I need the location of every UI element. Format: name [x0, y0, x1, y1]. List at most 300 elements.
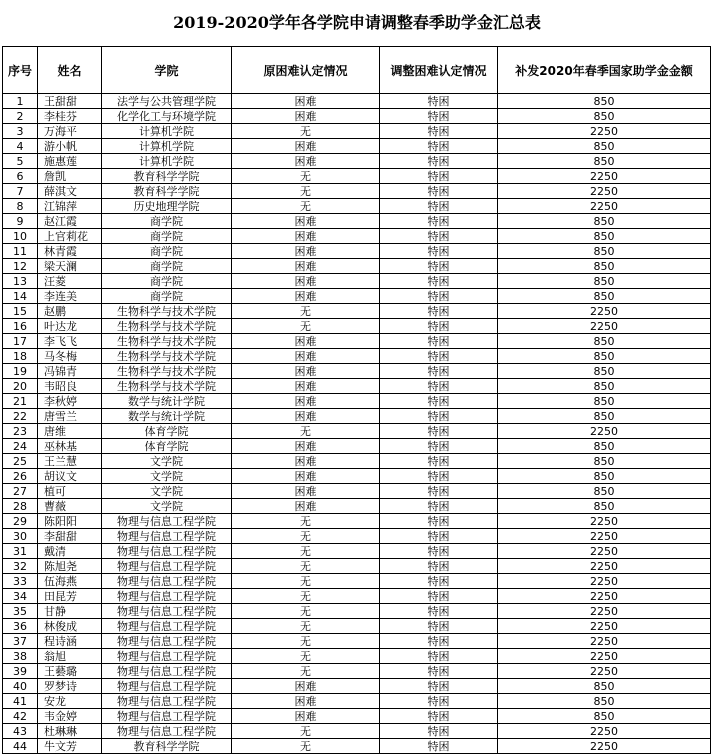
cell-name: 林俊成 — [38, 619, 102, 634]
cell-amount: 2250 — [498, 604, 711, 619]
cell-index: 22 — [3, 409, 38, 424]
table-row — [3, 529, 711, 544]
cell-adjusted-status: 特困 — [380, 514, 498, 529]
cell-adjusted-status: 特困 — [380, 94, 498, 109]
cell-name: 施惠莲 — [38, 154, 102, 169]
cell-name: 唐维 — [38, 424, 102, 439]
table-row — [3, 274, 711, 289]
cell-name: 陈旭尧 — [38, 559, 102, 574]
header-name: 姓名 — [38, 47, 102, 94]
cell-index: 24 — [3, 439, 38, 454]
cell-adjusted-status: 特困 — [380, 109, 498, 124]
cell-name: 杜琳琳 — [38, 724, 102, 739]
cell-amount: 850 — [498, 454, 711, 469]
table-row — [3, 574, 711, 589]
table-row — [3, 109, 711, 124]
cell-index: 14 — [3, 289, 38, 304]
cell-college: 物理与信息工程学院 — [102, 664, 232, 679]
table-row — [3, 139, 711, 154]
cell-adjusted-status: 特困 — [380, 559, 498, 574]
cell-adjusted-status: 特困 — [380, 334, 498, 349]
table-row — [3, 634, 711, 649]
cell-college: 文学院 — [102, 454, 232, 469]
cell-college: 物理与信息工程学院 — [102, 679, 232, 694]
cell-amount: 850 — [498, 394, 711, 409]
cell-index: 29 — [3, 514, 38, 529]
cell-amount: 850 — [498, 244, 711, 259]
cell-index: 12 — [3, 259, 38, 274]
table-row — [3, 154, 711, 169]
cell-college: 体育学院 — [102, 439, 232, 454]
cell-adjusted-status: 特困 — [380, 154, 498, 169]
table-row — [3, 214, 711, 229]
table-row — [3, 259, 711, 274]
cell-amount: 850 — [498, 349, 711, 364]
cell-original-status: 无 — [232, 739, 380, 754]
cell-index: 18 — [3, 349, 38, 364]
cell-index: 4 — [3, 139, 38, 154]
cell-adjusted-status: 特困 — [380, 574, 498, 589]
cell-name: 伍海燕 — [38, 574, 102, 589]
cell-index: 5 — [3, 154, 38, 169]
cell-original-status: 困难 — [232, 469, 380, 484]
cell-name: 万海平 — [38, 124, 102, 139]
cell-index: 36 — [3, 619, 38, 634]
cell-name: 王藝璐 — [38, 664, 102, 679]
cell-adjusted-status: 特困 — [380, 469, 498, 484]
cell-name: 甘静 — [38, 604, 102, 619]
cell-name: 李秋婷 — [38, 394, 102, 409]
cell-amount: 2250 — [498, 184, 711, 199]
cell-amount: 2250 — [498, 559, 711, 574]
cell-index: 42 — [3, 709, 38, 724]
cell-name: 薛淇文 — [38, 184, 102, 199]
cell-adjusted-status: 特困 — [380, 184, 498, 199]
table-row — [3, 559, 711, 574]
cell-adjusted-status: 特困 — [380, 214, 498, 229]
cell-index: 15 — [3, 304, 38, 319]
cell-original-status: 困难 — [232, 439, 380, 454]
cell-original-status: 无 — [232, 124, 380, 139]
cell-adjusted-status: 特困 — [380, 724, 498, 739]
cell-index: 10 — [3, 229, 38, 244]
cell-adjusted-status: 特困 — [380, 409, 498, 424]
cell-name: 林青霞 — [38, 244, 102, 259]
cell-index: 39 — [3, 664, 38, 679]
cell-original-status: 无 — [232, 169, 380, 184]
cell-college: 生物科学与技术学院 — [102, 334, 232, 349]
cell-index: 28 — [3, 499, 38, 514]
cell-amount: 2250 — [498, 319, 711, 334]
cell-amount: 2250 — [498, 514, 711, 529]
cell-original-status: 无 — [232, 424, 380, 439]
cell-college: 物理与信息工程学院 — [102, 709, 232, 724]
table-row — [3, 184, 711, 199]
cell-index: 34 — [3, 589, 38, 604]
cell-amount: 850 — [498, 709, 711, 724]
cell-college: 教育科学学院 — [102, 169, 232, 184]
cell-adjusted-status: 特困 — [380, 544, 498, 559]
cell-original-status: 无 — [232, 514, 380, 529]
cell-name: 牛文芳 — [38, 739, 102, 754]
cell-name: 植可 — [38, 484, 102, 499]
cell-college: 文学院 — [102, 499, 232, 514]
cell-name: 李桂芬 — [38, 109, 102, 124]
table-row — [3, 679, 711, 694]
cell-index: 8 — [3, 199, 38, 214]
cell-name: 陈阳阳 — [38, 514, 102, 529]
cell-amount: 850 — [498, 679, 711, 694]
cell-amount: 2250 — [498, 739, 711, 754]
cell-amount: 850 — [498, 274, 711, 289]
cell-adjusted-status: 特困 — [380, 319, 498, 334]
table-row — [3, 199, 711, 214]
cell-index: 30 — [3, 529, 38, 544]
table-row — [3, 604, 711, 619]
cell-amount: 2250 — [498, 589, 711, 604]
cell-college: 数学与统计学院 — [102, 409, 232, 424]
cell-college: 历史地理学院 — [102, 199, 232, 214]
cell-index: 43 — [3, 724, 38, 739]
cell-original-status: 困难 — [232, 709, 380, 724]
cell-index: 6 — [3, 169, 38, 184]
cell-index: 2 — [3, 109, 38, 124]
cell-original-status: 无 — [232, 664, 380, 679]
cell-adjusted-status: 特困 — [380, 139, 498, 154]
cell-amount: 850 — [498, 109, 711, 124]
cell-amount: 850 — [498, 289, 711, 304]
cell-name: 王兰慧 — [38, 454, 102, 469]
cell-name: 胡议文 — [38, 469, 102, 484]
cell-adjusted-status: 特困 — [380, 484, 498, 499]
cell-original-status: 无 — [232, 574, 380, 589]
cell-adjusted-status: 特困 — [380, 289, 498, 304]
cell-original-status: 困难 — [232, 244, 380, 259]
table-row — [3, 739, 711, 754]
cell-amount: 850 — [498, 409, 711, 424]
cell-name: 汪菱 — [38, 274, 102, 289]
table-row — [3, 649, 711, 664]
cell-amount: 2250 — [498, 304, 711, 319]
cell-college: 物理与信息工程学院 — [102, 589, 232, 604]
cell-index: 19 — [3, 364, 38, 379]
cell-adjusted-status: 特困 — [380, 529, 498, 544]
table-row — [3, 409, 711, 424]
cell-original-status: 困难 — [232, 289, 380, 304]
cell-adjusted-status: 特困 — [380, 664, 498, 679]
cell-name: 戴清 — [38, 544, 102, 559]
table-row — [3, 124, 711, 139]
cell-adjusted-status: 特困 — [380, 589, 498, 604]
cell-adjusted-status: 特困 — [380, 124, 498, 139]
header-college: 学院 — [102, 47, 232, 94]
cell-original-status: 困难 — [232, 379, 380, 394]
cell-college: 体育学院 — [102, 424, 232, 439]
cell-adjusted-status: 特困 — [380, 604, 498, 619]
table-row — [3, 724, 711, 739]
cell-index: 1 — [3, 94, 38, 109]
cell-index: 11 — [3, 244, 38, 259]
cell-adjusted-status: 特困 — [380, 694, 498, 709]
cell-amount: 2250 — [498, 619, 711, 634]
cell-adjusted-status: 特困 — [380, 619, 498, 634]
cell-index: 40 — [3, 679, 38, 694]
cell-name: 王甜甜 — [38, 94, 102, 109]
cell-name: 罗梦诗 — [38, 679, 102, 694]
cell-index: 23 — [3, 424, 38, 439]
cell-name: 李飞飞 — [38, 334, 102, 349]
cell-index: 31 — [3, 544, 38, 559]
cell-name: 上官莉花 — [38, 229, 102, 244]
cell-index: 17 — [3, 334, 38, 349]
cell-college: 商学院 — [102, 289, 232, 304]
cell-original-status: 无 — [232, 604, 380, 619]
cell-original-status: 困难 — [232, 454, 380, 469]
cell-amount: 850 — [498, 154, 711, 169]
cell-adjusted-status: 特困 — [380, 679, 498, 694]
table-row — [3, 664, 711, 679]
table-row — [3, 304, 711, 319]
cell-original-status: 无 — [232, 199, 380, 214]
cell-original-status: 困难 — [232, 259, 380, 274]
cell-amount: 2250 — [498, 574, 711, 589]
cell-original-status: 无 — [232, 619, 380, 634]
header-adjusted-status: 调整困难认定情况 — [380, 47, 498, 94]
cell-college: 物理与信息工程学院 — [102, 619, 232, 634]
cell-original-status: 无 — [232, 724, 380, 739]
table-row — [3, 454, 711, 469]
table-row — [3, 589, 711, 604]
header-original-status: 原困难认定情况 — [232, 47, 380, 94]
cell-index: 38 — [3, 649, 38, 664]
cell-name: 巫林基 — [38, 439, 102, 454]
cell-college: 生物科学与技术学院 — [102, 349, 232, 364]
cell-original-status: 困难 — [232, 139, 380, 154]
cell-index: 41 — [3, 694, 38, 709]
cell-name: 唐雪兰 — [38, 409, 102, 424]
cell-index: 33 — [3, 574, 38, 589]
cell-original-status: 无 — [232, 304, 380, 319]
cell-original-status: 困难 — [232, 694, 380, 709]
cell-amount: 2250 — [498, 664, 711, 679]
cell-amount: 2250 — [498, 529, 711, 544]
cell-college: 物理与信息工程学院 — [102, 649, 232, 664]
cell-adjusted-status: 特困 — [380, 424, 498, 439]
table-row — [3, 514, 711, 529]
table-row — [3, 244, 711, 259]
cell-original-status: 困难 — [232, 109, 380, 124]
cell-college: 商学院 — [102, 259, 232, 274]
cell-name: 梁天澜 — [38, 259, 102, 274]
aid-summary-table — [2, 46, 711, 754]
cell-name: 程诗涵 — [38, 634, 102, 649]
cell-adjusted-status: 特困 — [380, 379, 498, 394]
cell-name: 叶达龙 — [38, 319, 102, 334]
cell-name: 冯锦青 — [38, 364, 102, 379]
cell-amount: 850 — [498, 259, 711, 274]
table-row — [3, 349, 711, 364]
table-row — [3, 499, 711, 514]
cell-name: 翁旭 — [38, 649, 102, 664]
table-row — [3, 619, 711, 634]
cell-name: 詹凯 — [38, 169, 102, 184]
cell-original-status: 无 — [232, 559, 380, 574]
cell-index: 32 — [3, 559, 38, 574]
table-row — [3, 394, 711, 409]
cell-amount: 850 — [498, 364, 711, 379]
cell-college: 物理与信息工程学院 — [102, 694, 232, 709]
cell-original-status: 困难 — [232, 214, 380, 229]
cell-index: 44 — [3, 739, 38, 754]
cell-college: 物理与信息工程学院 — [102, 724, 232, 739]
cell-college: 教育科学学院 — [102, 739, 232, 754]
cell-original-status: 困难 — [232, 229, 380, 244]
cell-college: 生物科学与技术学院 — [102, 319, 232, 334]
cell-amount: 2250 — [498, 124, 711, 139]
cell-college: 生物科学与技术学院 — [102, 304, 232, 319]
cell-adjusted-status: 特困 — [380, 739, 498, 754]
cell-college: 计算机学院 — [102, 139, 232, 154]
cell-adjusted-status: 特困 — [380, 349, 498, 364]
cell-college: 计算机学院 — [102, 154, 232, 169]
cell-adjusted-status: 特困 — [380, 364, 498, 379]
table-row — [3, 709, 711, 724]
cell-amount: 2250 — [498, 634, 711, 649]
cell-college: 商学院 — [102, 214, 232, 229]
cell-amount: 2250 — [498, 199, 711, 214]
cell-original-status: 无 — [232, 319, 380, 334]
cell-adjusted-status: 特困 — [380, 169, 498, 184]
cell-name: 曹薇 — [38, 499, 102, 514]
cell-adjusted-status: 特困 — [380, 634, 498, 649]
cell-adjusted-status: 特困 — [380, 454, 498, 469]
cell-original-status: 无 — [232, 544, 380, 559]
cell-college: 计算机学院 — [102, 124, 232, 139]
cell-index: 27 — [3, 484, 38, 499]
cell-adjusted-status: 特困 — [380, 274, 498, 289]
header-index: 序号 — [3, 47, 38, 94]
cell-adjusted-status: 特困 — [380, 709, 498, 724]
cell-college: 教育科学学院 — [102, 184, 232, 199]
cell-college: 文学院 — [102, 484, 232, 499]
cell-original-status: 困难 — [232, 499, 380, 514]
cell-adjusted-status: 特困 — [380, 499, 498, 514]
table-row — [3, 469, 711, 484]
table-row — [3, 484, 711, 499]
cell-index: 26 — [3, 469, 38, 484]
cell-original-status: 困难 — [232, 349, 380, 364]
cell-amount: 2250 — [498, 424, 711, 439]
cell-college: 物理与信息工程学院 — [102, 559, 232, 574]
cell-name: 韦金婷 — [38, 709, 102, 724]
cell-index: 21 — [3, 394, 38, 409]
cell-name: 安龙 — [38, 694, 102, 709]
cell-amount: 850 — [498, 229, 711, 244]
cell-original-status: 困难 — [232, 334, 380, 349]
cell-amount: 850 — [498, 334, 711, 349]
cell-original-status: 困难 — [232, 679, 380, 694]
table-row — [3, 94, 711, 109]
cell-index: 7 — [3, 184, 38, 199]
table-body — [3, 94, 711, 754]
cell-index: 13 — [3, 274, 38, 289]
cell-name: 游小帆 — [38, 139, 102, 154]
table-row — [3, 364, 711, 379]
table-title: 2019-2020学年各学院申请调整春季助学金汇总表 — [173, 13, 541, 32]
cell-name: 韦昭良 — [38, 379, 102, 394]
table-row — [3, 424, 711, 439]
cell-adjusted-status: 特困 — [380, 304, 498, 319]
cell-amount: 850 — [498, 214, 711, 229]
cell-original-status: 无 — [232, 634, 380, 649]
cell-college: 物理与信息工程学院 — [102, 529, 232, 544]
table-row — [3, 169, 711, 184]
cell-college: 商学院 — [102, 244, 232, 259]
cell-college: 化学化工与环境学院 — [102, 109, 232, 124]
cell-original-status: 无 — [232, 184, 380, 199]
cell-name: 田昆芳 — [38, 589, 102, 604]
cell-college: 法学与公共管理学院 — [102, 94, 232, 109]
cell-amount: 2250 — [498, 649, 711, 664]
cell-index: 37 — [3, 634, 38, 649]
cell-amount: 2250 — [498, 724, 711, 739]
cell-original-status: 困难 — [232, 484, 380, 499]
cell-college: 物理与信息工程学院 — [102, 514, 232, 529]
cell-index: 16 — [3, 319, 38, 334]
cell-adjusted-status: 特困 — [380, 649, 498, 664]
cell-adjusted-status: 特困 — [380, 394, 498, 409]
table-row — [3, 289, 711, 304]
table-row — [3, 544, 711, 559]
cell-amount: 2250 — [498, 169, 711, 184]
cell-amount: 850 — [498, 379, 711, 394]
table-row — [3, 229, 711, 244]
cell-amount: 850 — [498, 139, 711, 154]
cell-college: 物理与信息工程学院 — [102, 544, 232, 559]
cell-name: 李甜甜 — [38, 529, 102, 544]
cell-name: 李连美 — [38, 289, 102, 304]
cell-name: 马冬梅 — [38, 349, 102, 364]
cell-adjusted-status: 特困 — [380, 199, 498, 214]
cell-original-status: 困难 — [232, 364, 380, 379]
cell-college: 商学院 — [102, 229, 232, 244]
cell-index: 25 — [3, 454, 38, 469]
cell-adjusted-status: 特困 — [380, 229, 498, 244]
cell-original-status: 困难 — [232, 154, 380, 169]
table-row — [3, 379, 711, 394]
cell-name: 江锦萍 — [38, 199, 102, 214]
cell-amount: 850 — [498, 469, 711, 484]
cell-original-status: 困难 — [232, 409, 380, 424]
header-amount: 补发2020年春季国家助学金金额 — [498, 47, 711, 94]
cell-amount: 850 — [498, 499, 711, 514]
cell-original-status: 困难 — [232, 274, 380, 289]
cell-amount: 850 — [498, 694, 711, 709]
cell-index: 9 — [3, 214, 38, 229]
cell-original-status: 困难 — [232, 94, 380, 109]
cell-college: 商学院 — [102, 274, 232, 289]
table-row — [3, 439, 711, 454]
table-row — [3, 694, 711, 709]
cell-name: 赵鹏 — [38, 304, 102, 319]
cell-college: 生物科学与技术学院 — [102, 379, 232, 394]
cell-adjusted-status: 特困 — [380, 259, 498, 274]
cell-original-status: 无 — [232, 649, 380, 664]
cell-amount: 850 — [498, 94, 711, 109]
cell-college: 物理与信息工程学院 — [102, 604, 232, 619]
table-row — [3, 334, 711, 349]
cell-amount: 2250 — [498, 544, 711, 559]
